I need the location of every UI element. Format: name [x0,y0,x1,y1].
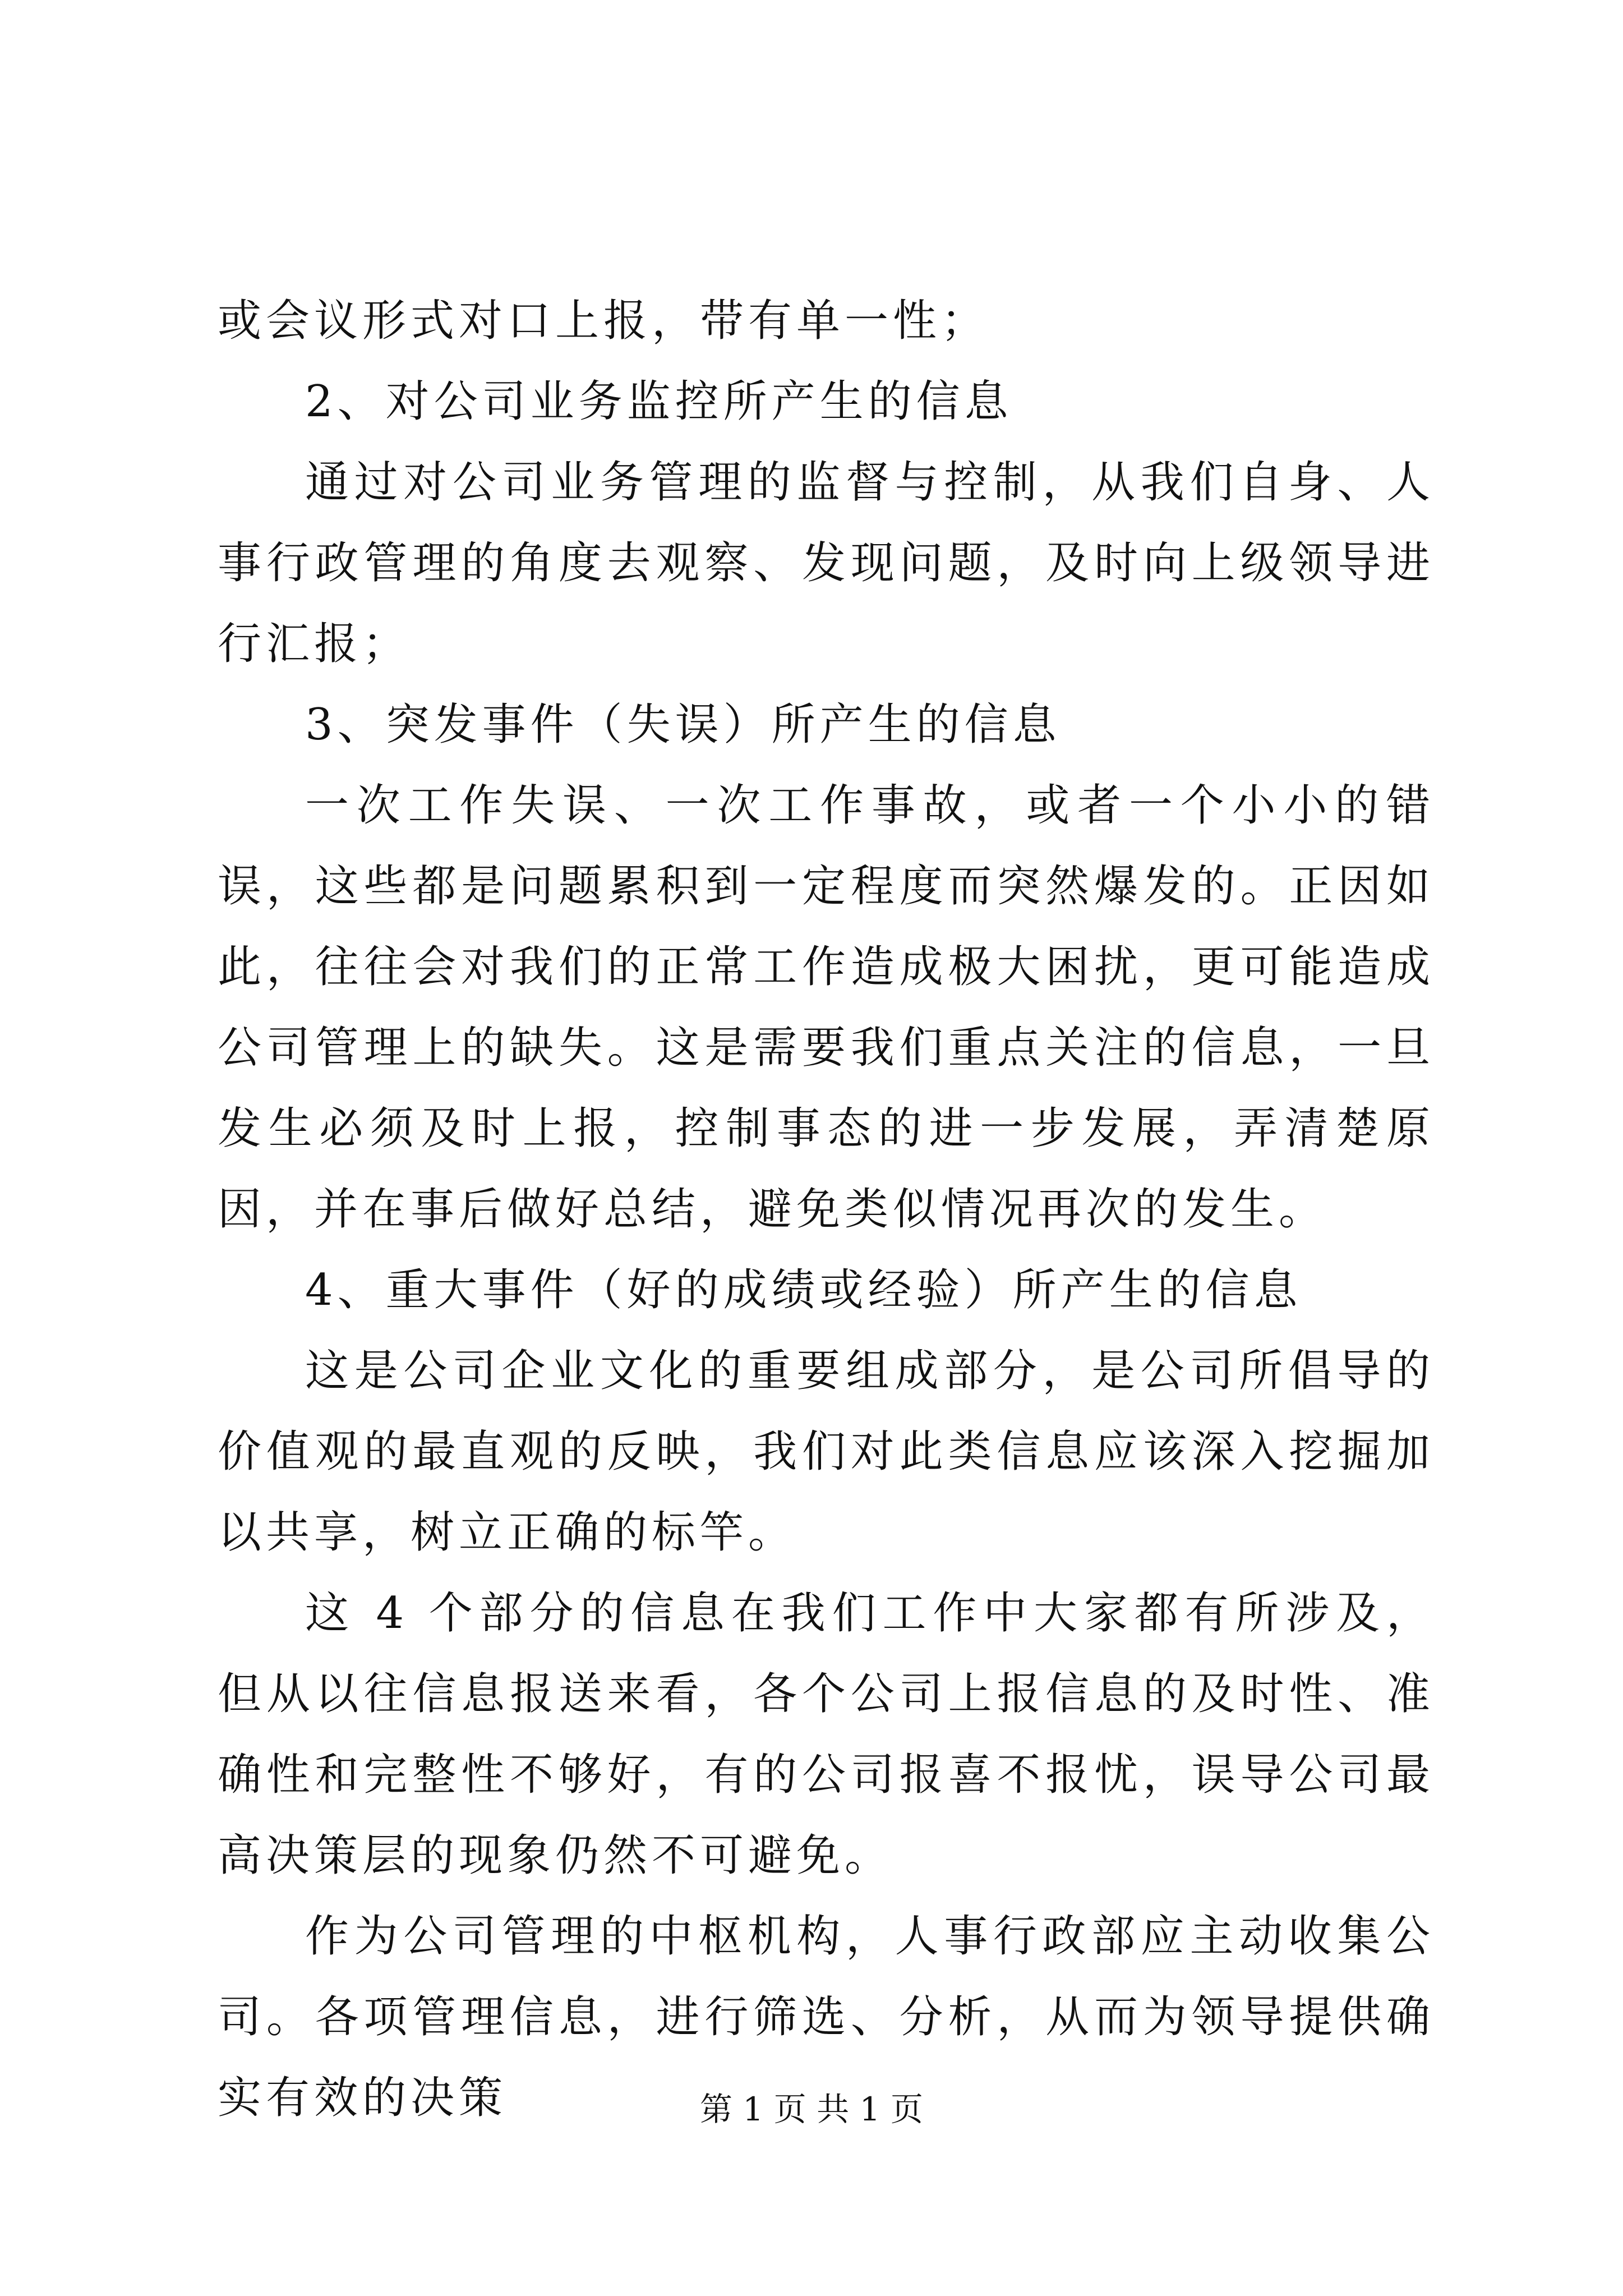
paragraph-9: 作为公司管理的中枢机构，人事行政部应主动收集公司。各项管理信息，进行筛选、分析，从而为领导提供确实有效的决策 [218,1911,1435,2123]
paragraph-7: 这是公司企业文化的重要组成部分，是公司所倡导的价值观的最直观的反映，我们对此类信息应该深入挖掘加以共享，树立正确的标竿。 [218,1346,1435,1558]
document-body [218,280,1435,2138]
paragraph-2: 2、对公司业务监控所产生的信息 [305,376,1013,427]
paragraph-8: 这 4 个部分的信息在我们工作中大家都有所涉及，但从以往信息报送来看，各个公司上报信息的及时性、准确性和完整性不够好，有的公司报喜不报忧，误导公司最高决策层的现象仍然不可避免。 [218,1588,1435,1881]
paragraph-5: 一次工作失误、一次工作事故，或者一个小小的错误，这些都是问题累积到一定程度而突然爆发的。正因如此，往往会对我们的正常工作造成极大困扰，更可能造成公司管理上的缺失。这是需要我们重点关注的信息，一旦发生必须及时上报，控制事态的进一步发展，弄清楚原因，并在事后做好总结，避免类似情况再次的发生。 [218,780,1435,1235]
page-footer: 第 1 页 共 1 页 [700,2090,923,2128]
paragraph-1: 或会议形式对口上报，带有单一性； [218,296,990,346]
paragraph-3: 通过对公司业务管理的监督与控制，从我们自身、人事行政管理的角度去观察、发现问题，及时向上级领导进行汇报； [218,457,1435,669]
paragraph-4: 3、突发事件（失误）所产生的信息 [305,700,1061,750]
paragraph-6: 4、重大事件（好的成绩或经验）所产生的信息 [305,1265,1302,1315]
